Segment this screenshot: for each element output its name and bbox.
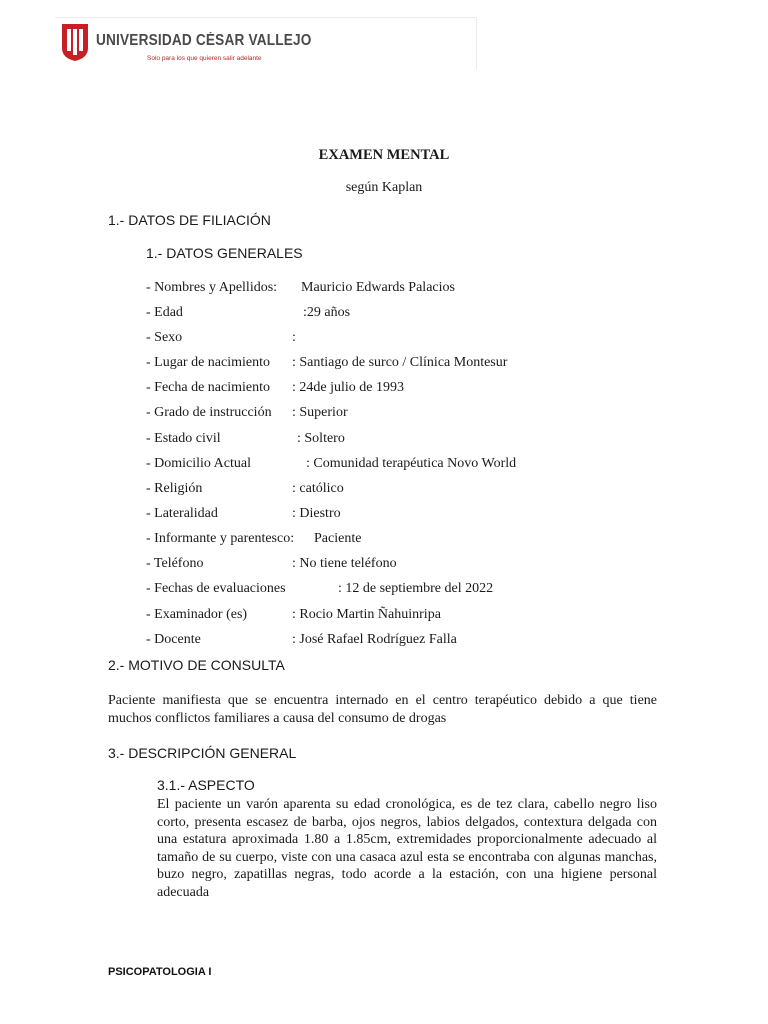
field-value-telefono: : No tiene teléfono [292, 556, 397, 571]
document-title: EXAMEN MENTAL [318, 147, 450, 163]
field-value-lateralidad: : Diestro [292, 506, 341, 521]
field-label-edad: - Edad [146, 305, 183, 320]
field-label-estado-civil: - Estado civil [146, 431, 221, 446]
footer-course-name: PSICOPATOLOGIA I [108, 966, 212, 978]
field-label-informante: - Informante y parentesco: [146, 531, 295, 546]
field-label-grado-instruccion: - Grado de instrucción [146, 405, 272, 420]
field-label-sexo: - Sexo [146, 330, 183, 345]
field-value-fecha-nacimiento: : 24de julio de 1993 [292, 380, 404, 395]
motivo-consulta-text: Paciente manifiesta que se encuentra internado en el centro terapéutico debido a que tiene muchos conflictos familiares a causa del consumo de drogas [108, 693, 657, 726]
field-label-fechas-evaluaciones: - Fechas de evaluaciones [146, 581, 286, 596]
section-heading-descripcion-general: 3.- DESCRIPCIÓN GENERAL [108, 745, 297, 761]
section-heading-motivo-consulta: 2.- MOTIVO DE CONSULTA [108, 657, 285, 673]
field-value-grado-instruccion: : Superior [292, 405, 348, 420]
field-value-domicilio: : Comunidad terapéutica Novo World [306, 456, 517, 471]
subsection-heading-aspecto: 3.1.- ASPECTO [157, 777, 255, 793]
field-value-examinador: : Rocio Martin Ñahuinripa [292, 607, 441, 622]
field-value-edad: :29 años [303, 305, 351, 320]
field-label-domicilio: - Domicilio Actual [146, 456, 251, 471]
field-value-nombres: Mauricio Edwards Palacios [301, 280, 455, 295]
document-subtitle: según Kaplan [345, 180, 423, 195]
field-label-lugar-nacimiento: - Lugar de nacimiento [146, 355, 271, 370]
field-label-telefono: - Teléfono [146, 556, 204, 571]
field-value-religion: : católico [292, 481, 344, 496]
field-value-estado-civil: : Soltero [297, 431, 345, 446]
field-label-fecha-nacimiento: - Fecha de nacimiento [146, 380, 271, 395]
field-value-lugar-nacimiento: : Santiago de surco / Clínica Montesur [292, 355, 508, 370]
field-label-nombres: - Nombres y Apellidos: [146, 280, 278, 295]
university-shield-icon [60, 22, 90, 62]
university-tagline: Solo para los que quieren salir adelante [147, 55, 262, 62]
field-value-docente: : José Rafael Rodríguez Falla [292, 632, 457, 647]
field-label-examinador: - Examinador (es) [146, 607, 248, 622]
field-value-informante: Paciente [314, 531, 362, 546]
subsection-heading-datos-generales: 1.- DATOS GENERALES [146, 245, 303, 261]
field-value-fechas-evaluaciones: : 12 de septiembre del 2022 [338, 581, 494, 596]
field-label-lateralidad: - Lateralidad [146, 506, 218, 521]
field-label-religion: - Religión [146, 481, 203, 496]
field-value-sexo: : [292, 330, 296, 345]
section-heading-filiacion: 1.- DATOS DE FILIACIÓN [108, 212, 271, 228]
aspecto-text: El paciente un varón aparenta su edad cronológica, es de tez clara, cabello negro liso corto, presenta escasez de barba, ojos negros, labios delgados, contextura delgada con una estatura aproximada 1.80 a 1.85cm, extremidades proporcionalmente adecuado al tamaño de su cuerpo, viste con una casaca azul esta se encontraba con algunas manchas, buzo negro, zapatillas negras, todo acorde a la estación, con una higiene personal adecuada [157, 797, 657, 900]
field-label-docente: - Docente [146, 632, 201, 647]
university-name: UNIVERSIDAD CÉSAR VALLEJO [96, 32, 312, 49]
